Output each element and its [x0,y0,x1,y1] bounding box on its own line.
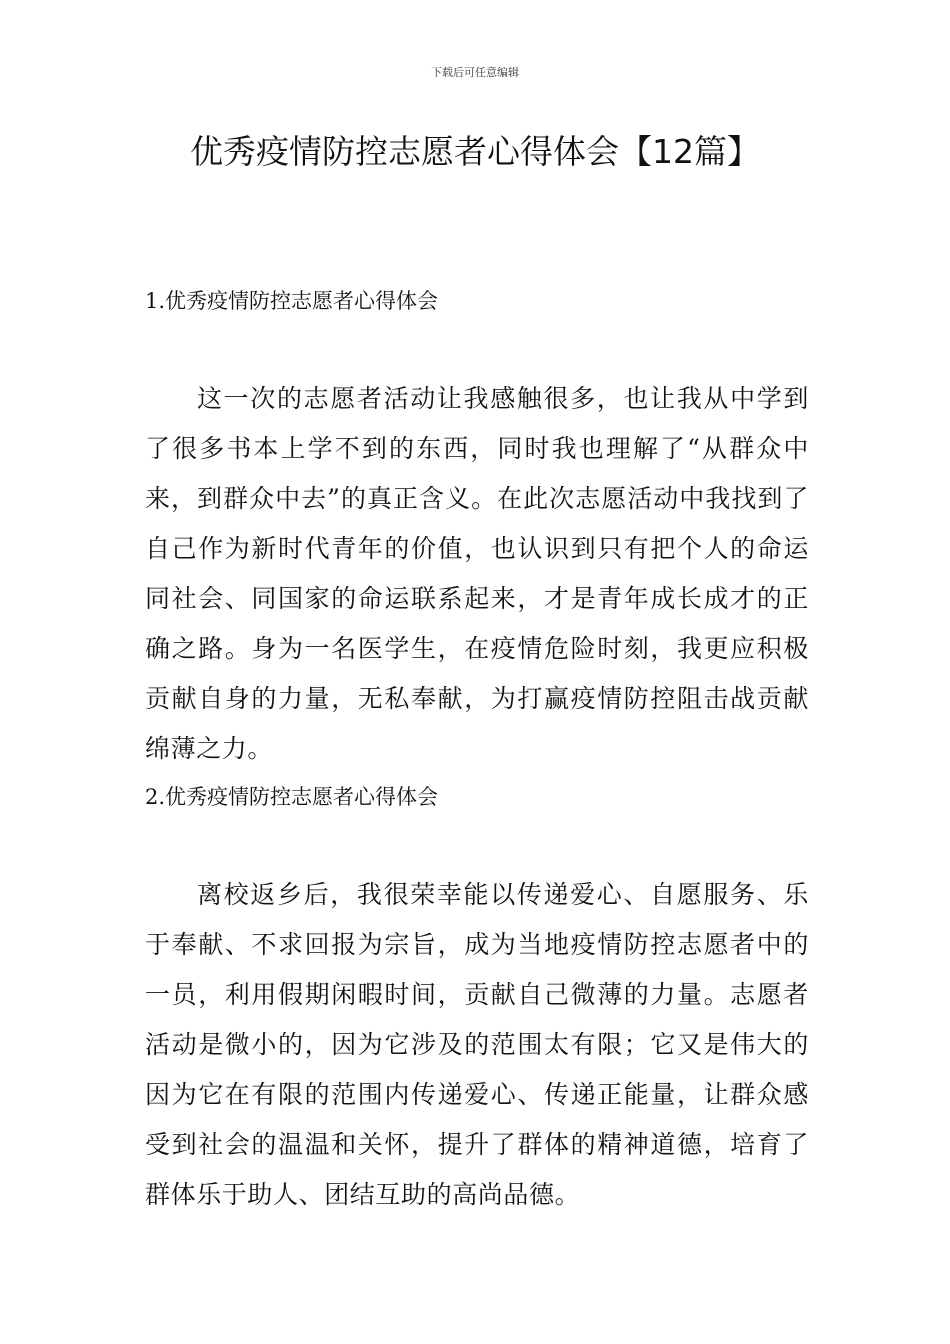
header-note: 下载后可任意编辑 [431,66,519,79]
section-heading-1: 1.优秀疫情防控志愿者心得体会 [145,289,439,313]
section-paragraph-2: 离校返乡后，我很荣幸能以传递爱心、自愿服务、乐于奉献、不求回报为宗旨，成为当地疫情防控志愿者中的一员，利用假期闲暇时间，贡献自己微薄的力量。志愿者活动是微小的，因为它涉及的范围太有限；它又是伟大的因为它在有限的范围内传递爱心、传递正能量，让群众感受到社会的温温和关怀，提升了群体的精神道德，培育了群体乐于助人、团结互助的高尚品德。 [145,880,809,1209]
document-title: 优秀疫情防控志愿者心得体会【12篇】 [190,132,760,171]
section-paragraph-1: 这一次的志愿者活动让我感触很多，也让我从中学到了很多书本上学不到的东西，同时我也理解了“从群众中来，到群众中去”的真正含义。在此次志愿活动中我找到了自己作为新时代青年的价值，也认识到只有把个人的命运同社会、同国家的命运联系起来，才是青年成长成才的正确之路。身为一名医学生，在疫情危险时刻，我更应积极贡献自身的力量，无私奉献，为打赢疫情防控阻击战贡献绵薄之力。 [145,384,809,763]
section-heading-2: 2.优秀疫情防控志愿者心得体会 [145,785,439,809]
